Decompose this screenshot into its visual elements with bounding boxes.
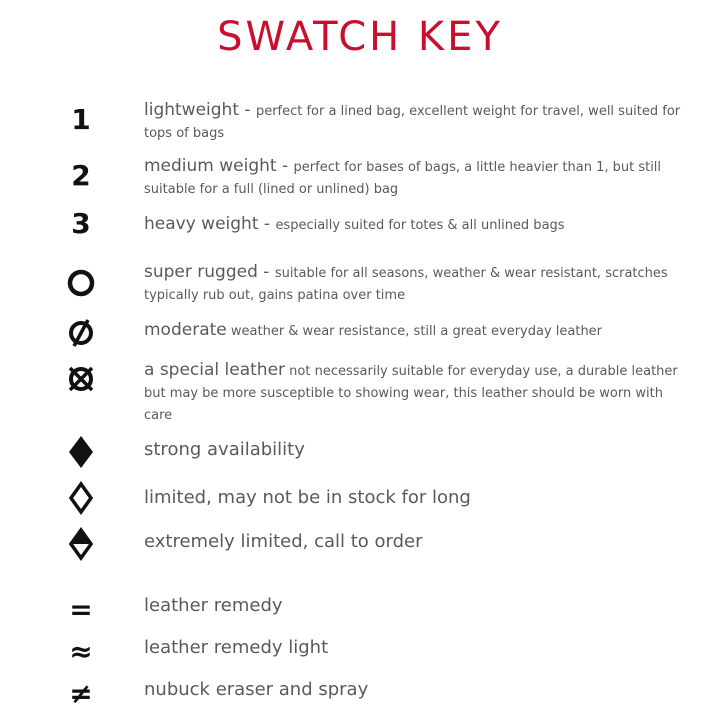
key-item-text	[144, 214, 684, 236]
key-item-text: leather remedy	[144, 595, 283, 616]
number-2-icon: 2	[71, 159, 91, 192]
slashed-circle-icon	[56, 318, 106, 348]
key-item-text: leather remedy light	[144, 637, 329, 658]
outline-diamond-icon	[56, 480, 106, 516]
key-item-desc: suitable for all seasons, weather & wear resistant, scratches typically rub out, gains patina over time	[144, 266, 668, 303]
key-item-lead: lightweight -	[144, 100, 256, 120]
key-item-text: strong availability	[144, 439, 305, 460]
crossed-circle-icon	[56, 364, 106, 394]
key-item-desc: perfect for bases of bags, a little heavier than 1, but still suitable for a full (lined or unlined) bag	[144, 160, 662, 197]
equals-icon: =	[69, 593, 93, 626]
key-item-text: nubuck eraser and spray	[144, 679, 369, 700]
page-title: SWATCH KEY	[217, 14, 503, 60]
split-diamond-icon	[56, 526, 106, 562]
key-item-text: limited, may not be in stock for long	[144, 487, 471, 508]
key-item-lead: super rugged -	[144, 262, 275, 282]
number-1-icon: 1	[71, 103, 91, 136]
key-item-text	[144, 156, 684, 200]
approx-icon: ≈	[69, 635, 93, 668]
key-item-desc: weather & wear resistance, still a great everyday leather	[226, 324, 603, 339]
key-item-lead: medium weight -	[144, 156, 294, 176]
filled-diamond-icon	[56, 434, 106, 470]
key-item-desc: perfect for a lined bag, excellent weight for travel, well suited for tops of bags	[144, 104, 681, 141]
number-3-icon: 3	[71, 207, 91, 240]
key-item-desc: especially suited for totes & all unlined bags	[275, 218, 565, 233]
key-item-text	[144, 100, 684, 144]
key-item-text: extremely limited, call to order	[144, 531, 423, 552]
key-item-lead: moderate	[144, 320, 227, 340]
key-item-text	[144, 360, 684, 426]
key-item-desc: not necessarily suitable for everyday use, a durable leather but may be more susceptible to showing wear, this leather should be worn with care	[144, 364, 678, 423]
key-item-text	[144, 262, 684, 306]
circle-icon	[56, 268, 106, 298]
key-item-lead: heavy weight -	[144, 214, 276, 234]
key-item-lead: a special leather	[144, 360, 286, 380]
not-equal-icon: ≠	[69, 677, 93, 710]
key-item-text	[144, 320, 684, 342]
